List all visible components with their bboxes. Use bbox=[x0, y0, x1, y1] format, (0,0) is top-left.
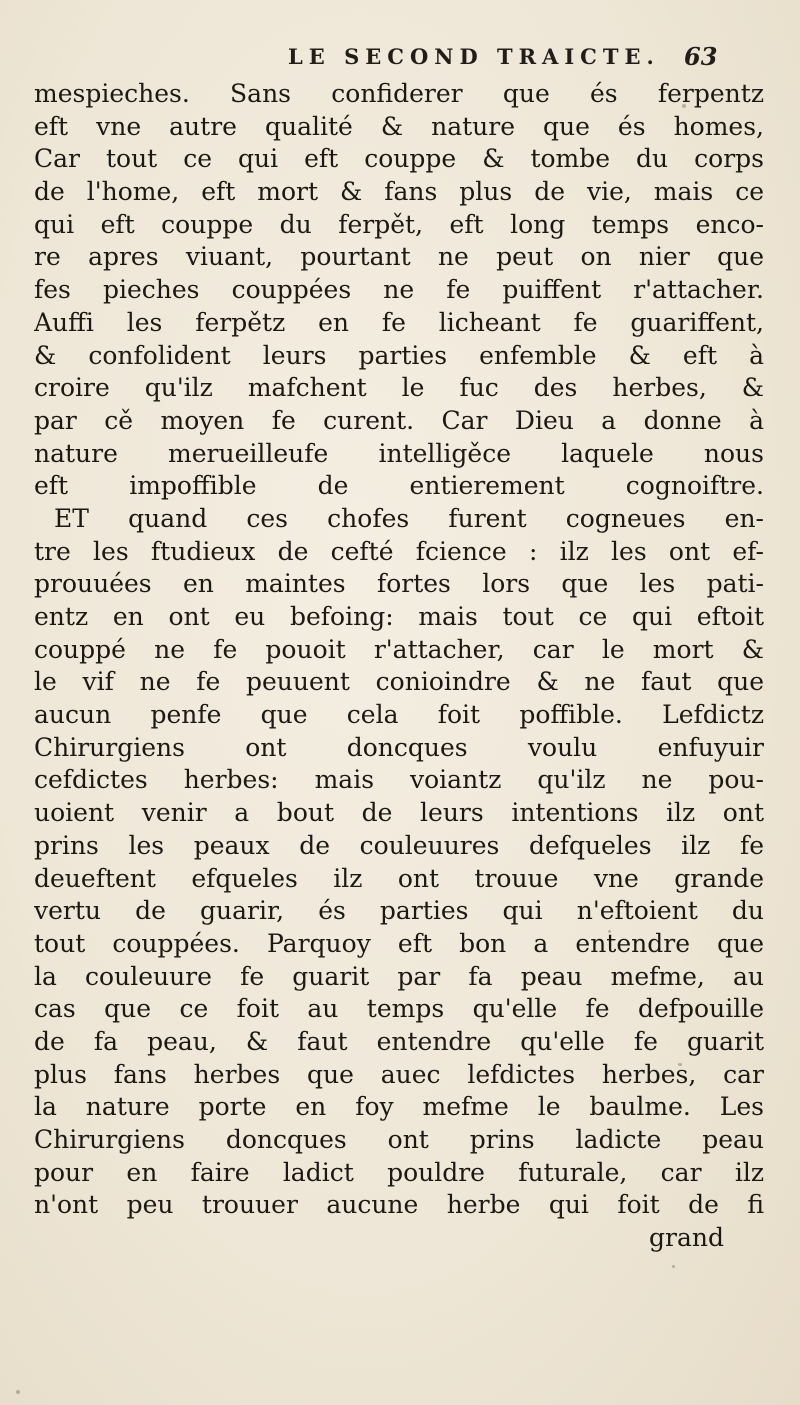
text-line: plus fans herbes que auec lefdictes herbes, car bbox=[34, 1059, 764, 1089]
text-line: Auffi les ferpětz en fe licheant fe guariffent, bbox=[34, 307, 764, 337]
ink-speck bbox=[682, 104, 686, 108]
ink-speck bbox=[678, 1063, 682, 1066]
text-line: Chirurgiens doncques ont prins ladicte peau bbox=[34, 1125, 764, 1154]
page-number: 63 bbox=[684, 42, 718, 71]
text-line: mespieches. Sans confiderer que és ferpentz bbox=[34, 79, 764, 108]
paragraph-start-line: ET quand ces chofes furent cogneues en- bbox=[54, 503, 764, 533]
catchword: grand bbox=[649, 1223, 724, 1253]
text-line: de fa peau, & faut entendre qu'elle fe guarit bbox=[34, 1026, 764, 1056]
ink-speck bbox=[16, 1390, 20, 1394]
body-text bbox=[34, 78, 764, 1253]
text-line: Car tout ce qui eft couppe & tombe du corps bbox=[34, 144, 764, 174]
text-line: le vif ne fe peuuent conioindre & ne faut que bbox=[34, 667, 764, 697]
ink-speck bbox=[608, 930, 611, 933]
text-line: eft impoffible de entierement cognoiftre. bbox=[34, 471, 764, 501]
ink-speck bbox=[672, 1265, 675, 1268]
text-line: croire qu'ilz mafchent le fuc des herbes, & bbox=[34, 373, 764, 403]
text-line: par cě moyen fe curent. Car Dieu a donne à bbox=[34, 405, 764, 435]
text-line: n'ont peu trouuer aucune herbe qui foit de fi bbox=[34, 1190, 764, 1220]
text-line: la nature porte en foy mefme le baulme. Les bbox=[34, 1092, 764, 1122]
text-line: prins les peaux de couleuures defqueles ilz fe bbox=[34, 830, 764, 860]
text-line: re apres viuant, pourtant ne peut on nier que bbox=[34, 242, 764, 272]
text-line: qui eft couppe du ferpět, eft long temps enco- bbox=[34, 209, 764, 239]
text-line: vertu de guarir, és parties qui n'eftoient du bbox=[34, 896, 764, 926]
text-line: de l'home, eft mort & fans plus de vie, mais ce bbox=[34, 177, 764, 207]
running-title: LE SECOND TRAICTE. bbox=[288, 44, 660, 69]
text-line: nature merueilleufe intelligěce laquele nous bbox=[34, 438, 764, 468]
text-line: uoient venir a bout de leurs intentions ilz ont bbox=[34, 798, 764, 828]
text-line: deueftent efqueles ilz ont trouue vne grande bbox=[34, 863, 764, 893]
text-line: la couleuure fe guarit par fa peau mefme, au bbox=[34, 961, 764, 991]
text-line: aucun penfe que cela foit poffible. Lefdictz bbox=[34, 700, 764, 730]
text-line: prouuées en maintes fortes lors que les pati- bbox=[34, 569, 764, 599]
text-line: & confolident leurs parties enfemble & eft à bbox=[34, 340, 764, 370]
text-line: cas que ce foit au temps qu'elle fe defpouille bbox=[34, 994, 764, 1024]
text-line: entz en ont eu befoing: mais tout ce qui eftoit bbox=[34, 602, 764, 631]
text-line: couppé ne fe pouoit r'attacher, car le mort & bbox=[34, 634, 764, 664]
text-line: cefdictes herbes: mais voiantz qu'ilz ne pou- bbox=[34, 765, 764, 795]
text-line: tre les ftudieux de cefté fcience : ilz les ont ef- bbox=[34, 536, 764, 566]
text-line: fes pieches couppées ne fe puiffent r'attacher. bbox=[34, 275, 764, 305]
text-line: tout couppées. Parquoy eft bon a entendre que bbox=[34, 928, 764, 958]
page-header bbox=[0, 38, 800, 78]
text-line: Chirurgiens ont doncques voulu enfuyuir bbox=[34, 732, 764, 762]
text-line: eft vne autre qualité & nature que és homes, bbox=[34, 111, 764, 141]
text-line: pour en faire ladict pouldre futurale, car ilz bbox=[34, 1157, 764, 1187]
